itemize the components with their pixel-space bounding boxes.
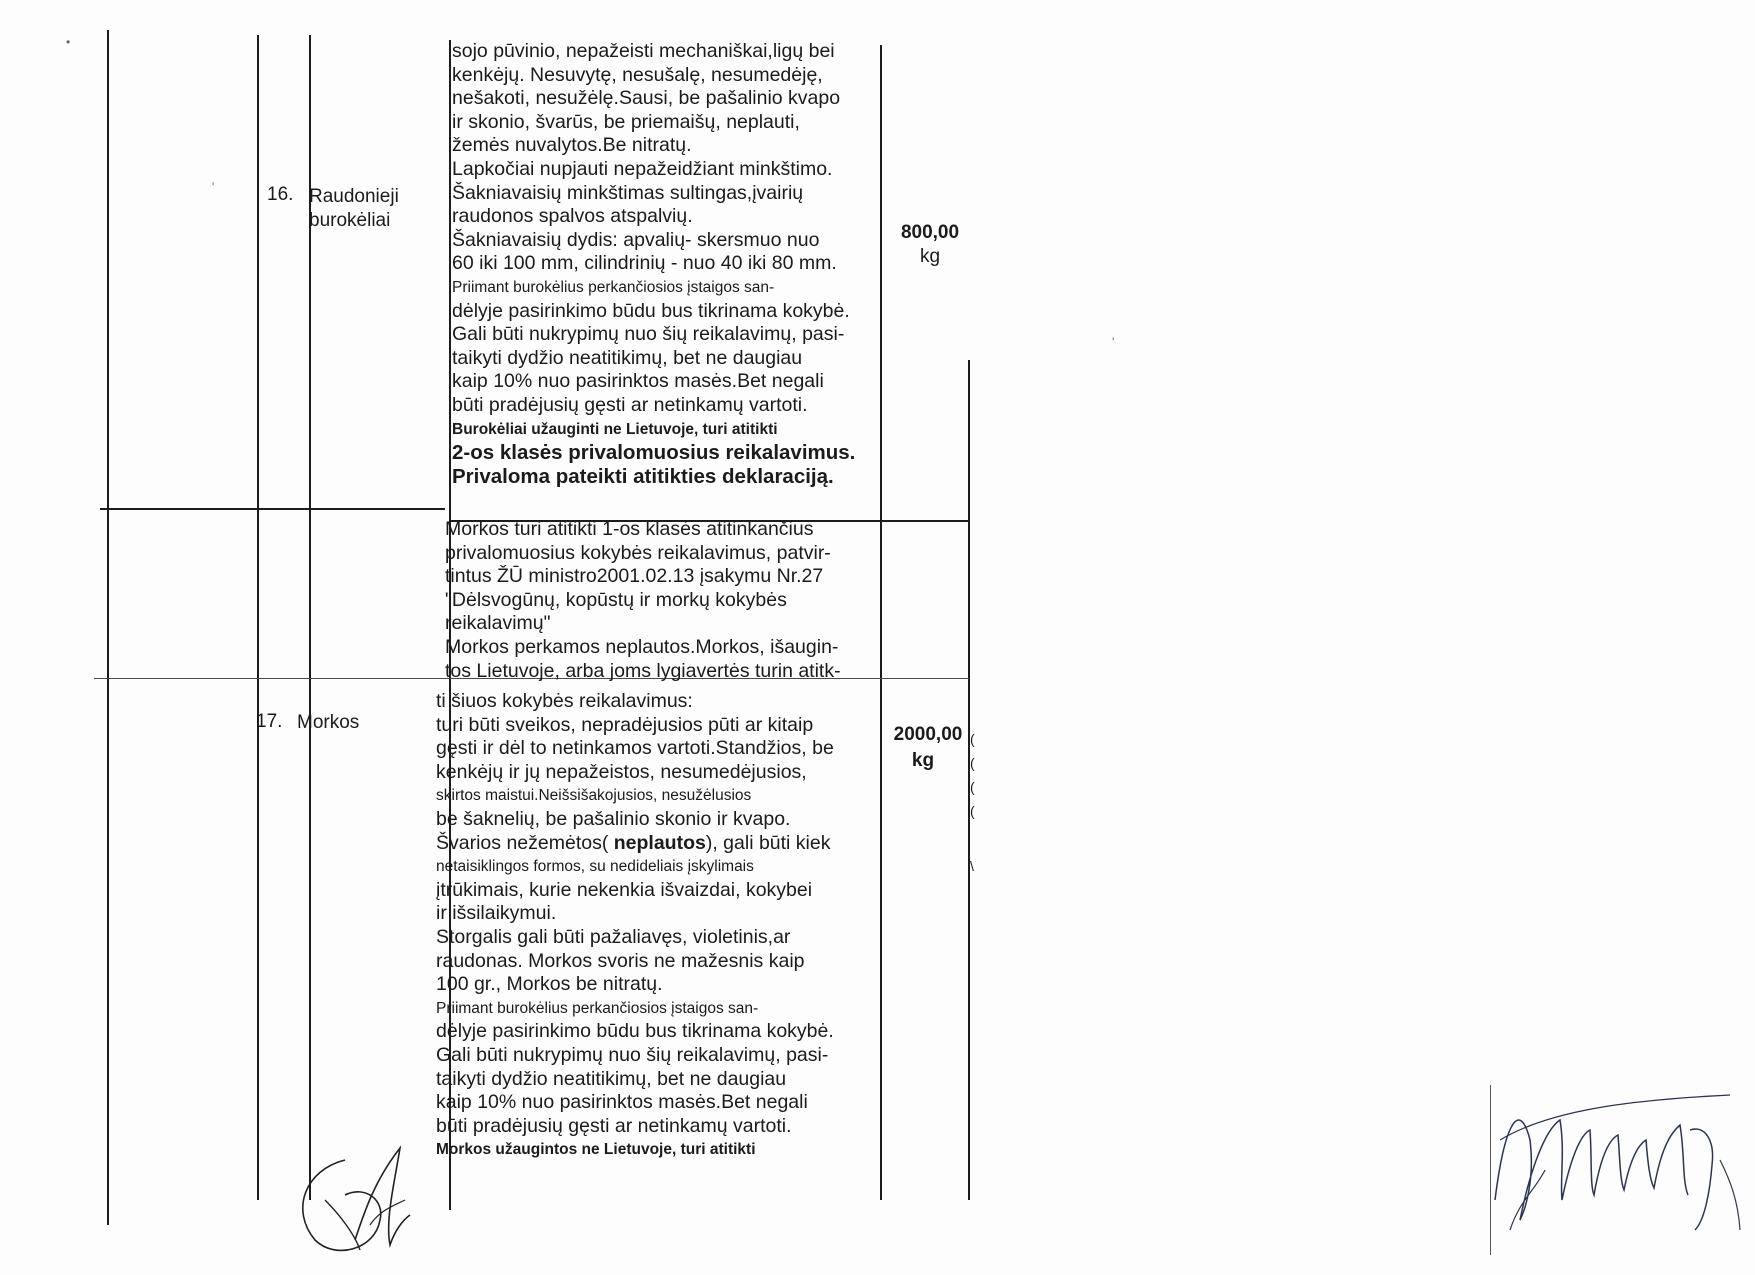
description-line: dėlyje pasirinkimo būdu bus tikrinama kokybė. (436, 1020, 834, 1043)
description-line: ti šiuos kokybės reikalavimus: (436, 690, 693, 712)
column-divider-quantity (880, 45, 882, 1200)
signature-left (285, 1140, 415, 1260)
description-line: Priimant burokėlius perkančiosios įstaigos san- (452, 278, 775, 296)
description-line: 2-os klasės privalomuosius reikalavimus. (452, 441, 856, 465)
cut-off-mark: ( (970, 803, 975, 819)
description-line: dėlyje pasirinkimo būdu bus tikrinama kokybė. (452, 299, 850, 322)
description-line: Lapkočiai nupjauti nepažeidžiant minkštimo. (452, 157, 833, 180)
description-line: 60 iki 100 mm, cilindrinių - nuo 40 iki 80 mm. (452, 252, 837, 275)
description-line: nešakoti, nesužėlę.Sausi, be pašalinio kvapo (452, 87, 841, 110)
description-line: gęsti ir dėl to netinkamos vartoti.Standžios, be (436, 737, 834, 760)
description-line: Burokėliai užauginti ne Lietuvoje, turi atitikti (452, 420, 778, 438)
description-line: Šakniavaisių minkštimas sultingas,įvairių (452, 181, 804, 204)
cut-off-mark: ( (970, 731, 975, 747)
product-name-line: Morkos (297, 712, 360, 733)
description-line: Priimant burokėlius perkančiosios įstaigos san- (436, 999, 759, 1017)
product-description (436, 690, 866, 1162)
description-line: Morkos perkamos neplautos.Morkos, išaugin- (445, 635, 839, 658)
quantity-value: 800,00 (900, 222, 960, 243)
description-line: tos Lietuvoje, arba joms lygiavertės turin atitk- (445, 659, 841, 682)
description-line: raudonos spalvos atspalvių. (452, 205, 693, 228)
description-line: žemės nuvalytos.Be nitratų. (452, 134, 692, 157)
description-line: raudonas. Morkos svoris ne mažesnis kaip (436, 949, 805, 972)
description-line: būti pradėjusių gęsti ar netinkamų vartoti. (436, 1114, 792, 1137)
table-border-left (107, 30, 109, 1225)
description-line: privalomuosius kokybės reikalavimus, patvir- (445, 541, 831, 564)
description-line: 100 gr., Morkos be nitratų. (436, 973, 663, 996)
description-line: turi būti sveikos, nepradėjusios pūti ar kitaip (436, 713, 814, 736)
quantity-unit: kg (911, 750, 935, 771)
product-description (445, 518, 870, 683)
description-line: Morkos turi atitikti 1-os klasės atitinkančius (445, 518, 814, 540)
description-line: kaip 10% nuo pasirinktos masės.Bet negali (436, 1091, 808, 1114)
description-line: Gali būti nukrypimų nuo šių reikalavimų, pasi- (436, 1043, 829, 1066)
description-line: kenkėjų ir jų nepažeistos, nesumedėjusios, (436, 760, 807, 783)
cut-off-mark: ( (970, 755, 975, 771)
description-line: būti pradėjusių gęsti ar netinkamų vartoti. (452, 393, 808, 416)
scan-speck: ' (212, 180, 215, 194)
product-description (452, 40, 877, 488)
description-line: be šaknelių, be pašalinio skonio ir kvapo. (436, 807, 791, 830)
description-line: taikyti dydžio neatitikimų, bet ne daugiau (436, 1067, 787, 1090)
cut-off-mark: ( (970, 779, 975, 795)
description-line: tintus ŽŪ ministro2001.02.13 įsakymu Nr.27 (445, 565, 824, 588)
row-number: 17. (256, 711, 283, 732)
description-line: Gali būti nukrypimų nuo šių reikalavimų, pasi- (452, 323, 845, 346)
scan-speck: • (66, 35, 71, 49)
product-name-line: Raudonieji (309, 186, 399, 207)
description-line: įtrūkimais, kurie nekenkia išvaizdai, kokybei (436, 878, 813, 901)
cut-off-mark: \ (970, 858, 974, 874)
product-name-line: burokėliai (309, 210, 391, 231)
description-line: Storgalis gali būti pažaliavęs, violetinis,ar (436, 925, 791, 948)
description-line: Šakniavaisių dydis: apvalių- skersmuo nuo (452, 228, 820, 251)
description-line: taikyti dydžio neatitikimų, bet ne daugiau (452, 346, 803, 369)
column-divider-number (257, 35, 259, 1200)
description-line: kenkėjų. Nesuvytę, nesušalę, nesumedėję, (452, 63, 823, 86)
description-line: reikalavimų" (445, 612, 551, 635)
description-line: Privaloma pateikti atitikties deklaraciją. (452, 464, 834, 488)
scan-speck: ' (1112, 335, 1115, 349)
description-line: kaip 10% nuo pasirinktos masės.Bet negali (452, 370, 824, 393)
description-line: Morkos užaugintos ne Lietuvoje, turi atitikti (436, 1141, 756, 1159)
description-line: netaisiklingos formos, su nedideliais įskylimais (436, 858, 754, 876)
signature-right (1490, 1080, 1750, 1240)
description-line: skirtos maistui.Neišsišakojusios, nesužėlusios (436, 787, 752, 805)
description-line: ir išsilaikymui. (436, 902, 557, 925)
quantity-value: 2000,00 (893, 724, 963, 745)
row-number: 16. (267, 184, 294, 205)
description-line: sojo pūvinio, nepažeisti mechaniškai,ligų bei (452, 40, 835, 62)
description-line: Švarios nežemėtos( neplautos), gali būti kiek (436, 831, 831, 854)
description-line: "Dėlsvogūnų, kopūstų ir morkų kokybės (445, 588, 787, 611)
description-line: ir skonio, švarūs, be priemaišų, neplauti, (452, 110, 800, 133)
row-separator (100, 508, 445, 510)
quantity-unit: kg (919, 246, 941, 267)
